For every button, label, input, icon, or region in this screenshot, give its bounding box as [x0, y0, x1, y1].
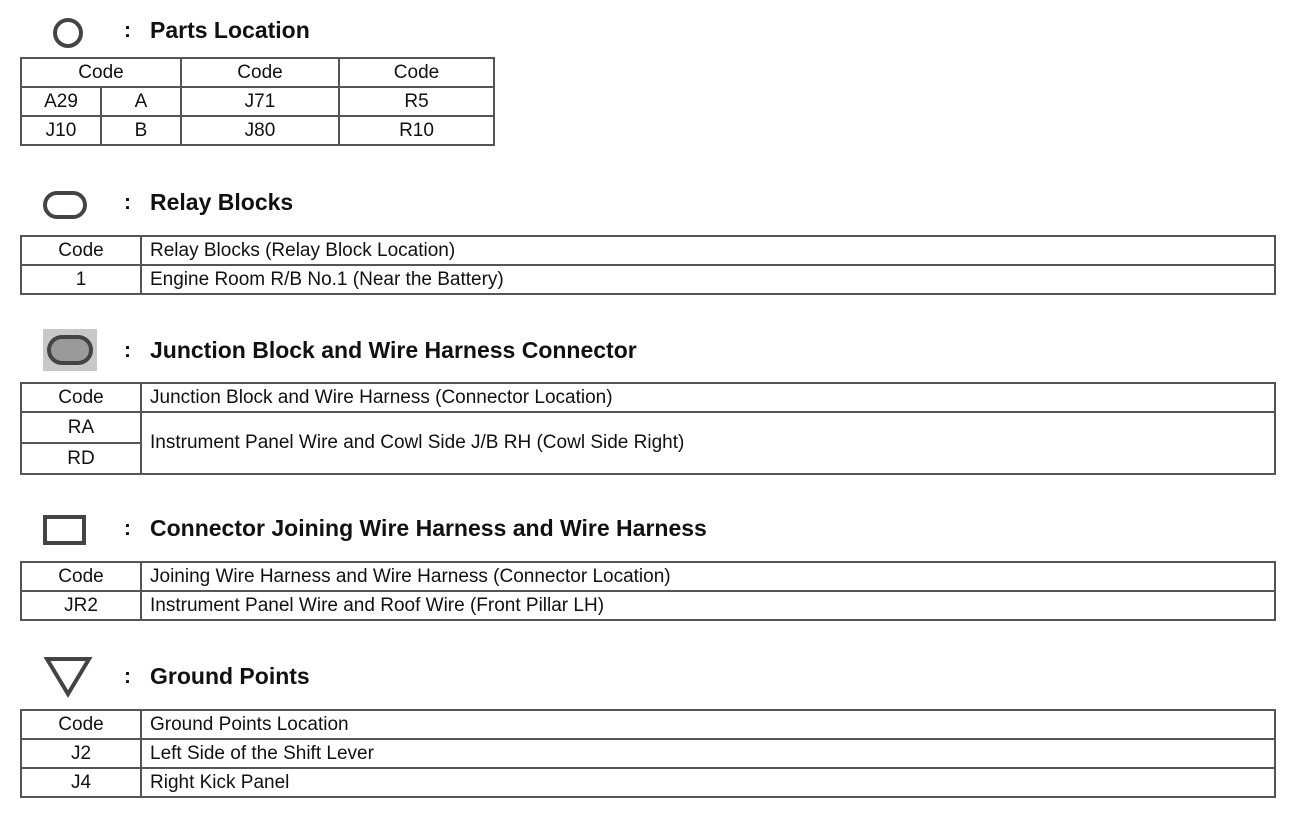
parts-location-table	[20, 57, 495, 146]
code-cell: A29	[21, 87, 101, 116]
header-code: Code	[181, 58, 339, 87]
code-cell: J80	[181, 116, 339, 145]
code-cell: J10	[21, 116, 101, 145]
header-code: Code	[339, 58, 494, 87]
table-row	[21, 87, 494, 116]
shaded-oval-symbol-icon	[42, 328, 98, 372]
table-row	[21, 116, 494, 145]
header-code: Code	[21, 236, 141, 265]
code-cell: R5	[339, 87, 494, 116]
table-row	[21, 739, 1275, 768]
header-code: Code	[21, 383, 141, 412]
oval-symbol-icon	[42, 190, 88, 220]
section-title-junction-block: Junction Block and Wire Harness Connector	[150, 337, 637, 363]
header-location: Junction Block and Wire Harness (Connector Location)	[141, 383, 1275, 412]
section-title-parts-location: Parts Location	[150, 17, 310, 43]
colon: :	[124, 665, 131, 688]
table-row	[21, 562, 1275, 591]
table-row	[21, 768, 1275, 797]
table-row	[21, 591, 1275, 620]
code-cell: A	[101, 87, 181, 116]
location-cell: Instrument Panel Wire and Cowl Side J/B RH (Cowl Side Right)	[141, 412, 1275, 474]
code-cell: RD	[21, 443, 141, 474]
header-location: Joining Wire Harness and Wire Harness (Connector Location)	[141, 562, 1275, 591]
code-cell: R10	[339, 116, 494, 145]
junction-block-table	[20, 382, 1276, 475]
header-location: Ground Points Location	[141, 710, 1275, 739]
code-cell: 1	[21, 265, 141, 294]
header-code: Code	[21, 58, 181, 87]
code-cell: J2	[21, 739, 141, 768]
table-row	[21, 412, 1275, 443]
location-cell: Left Side of the Shift Lever	[141, 739, 1275, 768]
colon: :	[124, 339, 131, 362]
code-cell: JR2	[21, 591, 141, 620]
location-cell: Engine Room R/B No.1 (Near the Battery)	[141, 265, 1275, 294]
colon: :	[124, 191, 131, 214]
header-location: Relay Blocks (Relay Block Location)	[141, 236, 1275, 265]
code-cell: J71	[181, 87, 339, 116]
location-cell: Instrument Panel Wire and Roof Wire (Front Pillar LH)	[141, 591, 1275, 620]
relay-blocks-table	[20, 235, 1276, 295]
table-row	[21, 236, 1275, 265]
colon: :	[124, 19, 131, 42]
rectangle-symbol-icon	[42, 514, 88, 546]
table-row	[21, 58, 494, 87]
code-cell: B	[101, 116, 181, 145]
colon: :	[124, 517, 131, 540]
table-row	[21, 710, 1275, 739]
circle-symbol-icon	[50, 16, 86, 50]
section-title-connector-joining: Connector Joining Wire Harness and Wire Harness	[150, 515, 707, 541]
table-row	[21, 383, 1275, 412]
connector-joining-table	[20, 561, 1276, 621]
triangle-symbol-icon	[44, 656, 94, 698]
section-title-ground-points: Ground Points	[150, 663, 310, 689]
location-cell: Right Kick Panel	[141, 768, 1275, 797]
ground-points-table	[20, 709, 1276, 798]
header-code: Code	[21, 710, 141, 739]
code-cell: J4	[21, 768, 141, 797]
table-row	[21, 265, 1275, 294]
code-cell: RA	[21, 412, 141, 443]
header-code: Code	[21, 562, 141, 591]
section-title-relay-blocks: Relay Blocks	[150, 189, 294, 215]
